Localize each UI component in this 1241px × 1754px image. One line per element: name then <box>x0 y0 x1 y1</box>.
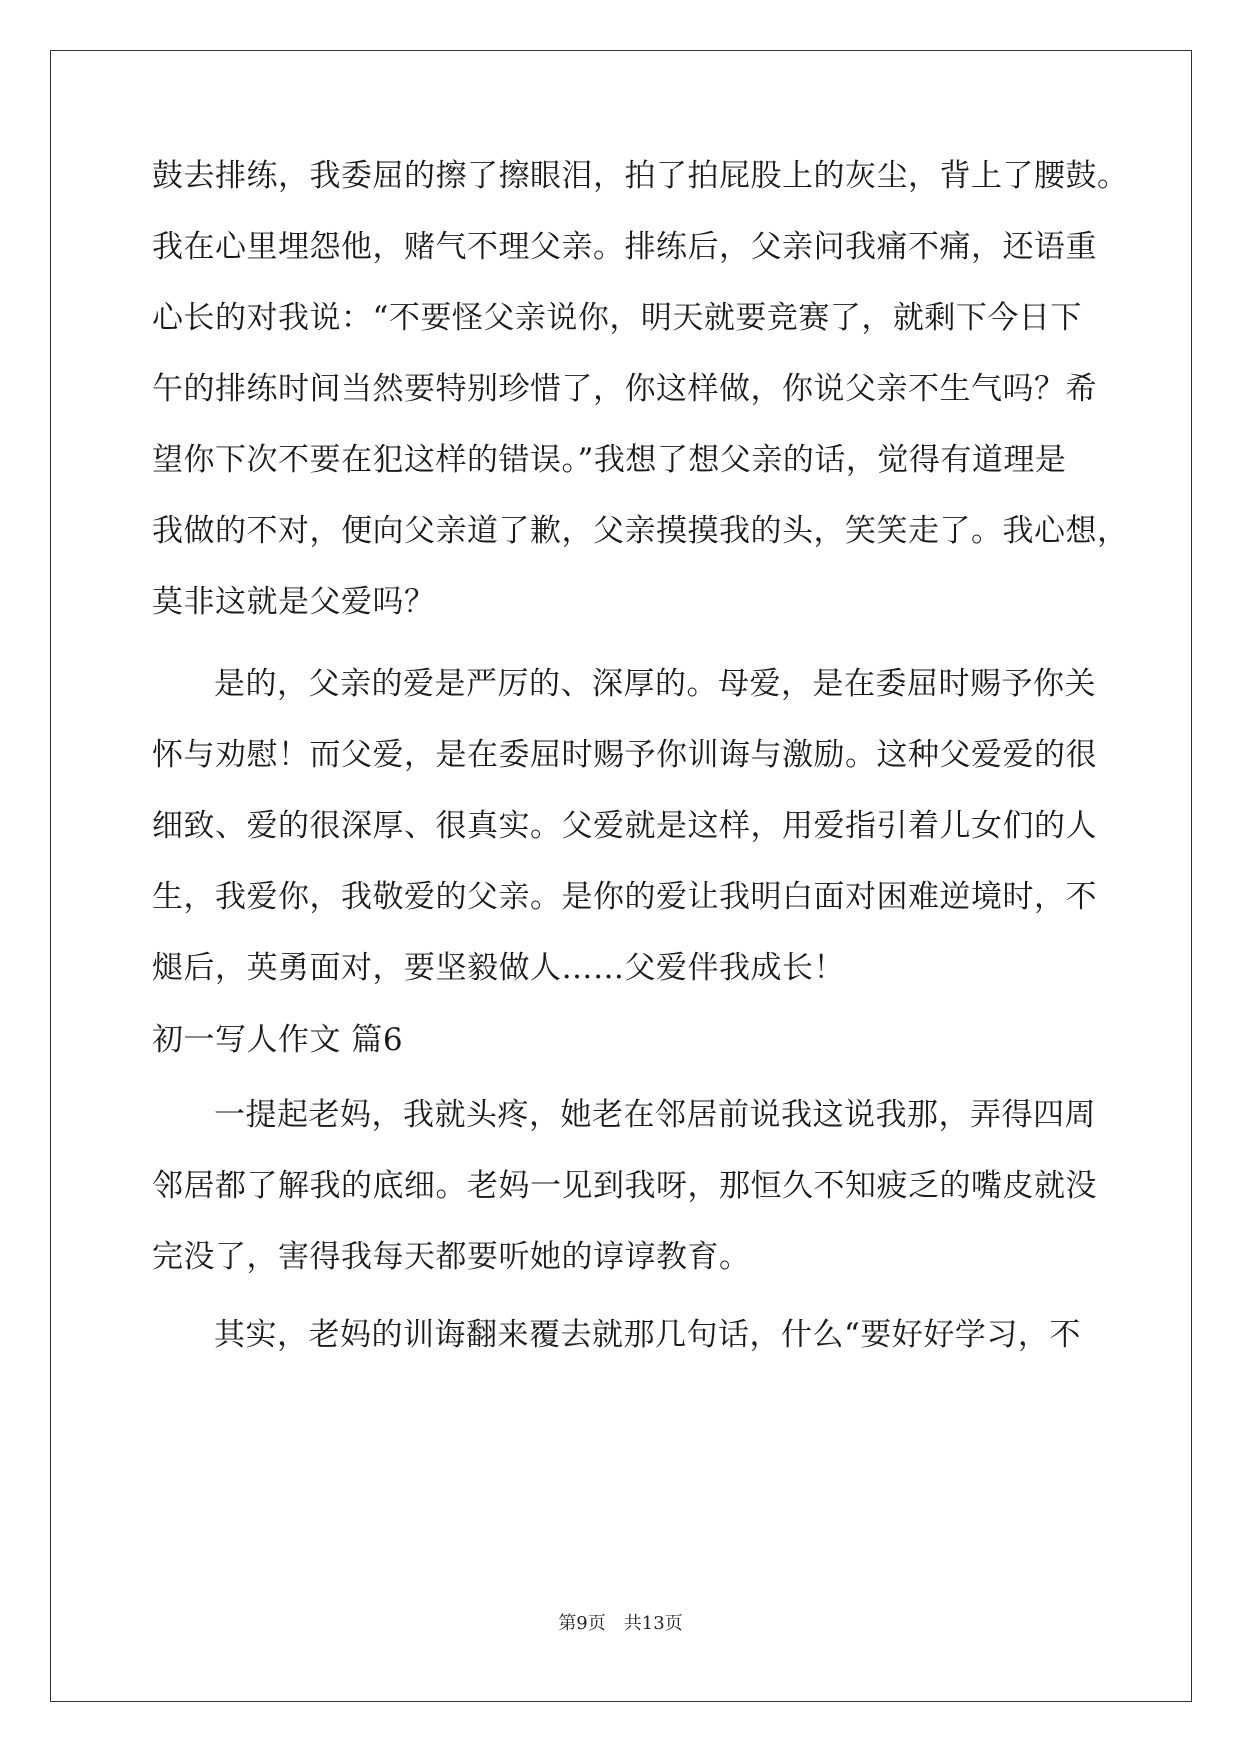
text-line: 午的排练时间当然要特别珍惜了，你这样做，你说父亲不生气吗？希 <box>152 371 1097 407</box>
text-line: 鼓去排练，我委屈的擦了擦眼泪，拍了拍屁股上的灰尘，背上了腰鼓。 <box>152 158 1129 194</box>
text-line: 莫非这就是父爱吗？ <box>152 584 436 620</box>
page-footer <box>0 1612 1241 1636</box>
paragraph-start-line: 是的，父亲的爱是严厉的、深厚的。母爱，是在委屈时赐予你关 <box>214 666 1096 702</box>
text-line: 煺后，英勇面对，要坚毅做人……父爱伴我成长！ <box>152 950 845 986</box>
text-line: 心长的对我说：“不要怪父亲说你，明天就要竞赛了，就剩下今日下 <box>152 300 1082 336</box>
text-line: 完没了，害得我每天都要听她的谆谆教育。 <box>152 1239 751 1275</box>
page-number-total: 共13页 <box>623 1613 683 1634</box>
text-line: 细致、爱的很深厚、很真实。父爱就是这样，用爱指引着儿女们的人 <box>152 808 1097 844</box>
text-line: 怀与劝慰！而父爱，是在委屈时赐予你训诲与激励。这种父爱爱的很 <box>152 737 1097 773</box>
text-line: 我做的不对，便向父亲道了歉，父亲摸摸我的头，笑笑走了。我心想， <box>152 513 1129 549</box>
paragraph-start-line: 一提起老妈，我就头疼，她老在邻居前说我这说我那，弄得四周 <box>214 1097 1096 1133</box>
text-line: 我在心里埋怨他，赌气不理父亲。排练后，父亲问我痛不痛，还语重 <box>152 229 1097 265</box>
paragraph-start-line: 其实，老妈的训诲翻来覆去就那几句话，什么“要好好学习，不 <box>214 1317 1081 1353</box>
section-heading: 初一写人作文 篇6 <box>152 1022 404 1058</box>
page-number-current: 第9页 <box>558 1613 606 1634</box>
text-line: 邻居都了解我的底细。老妈一见到我呀，那恒久不知疲乏的嘴皮就没 <box>152 1168 1097 1204</box>
text-line: 望你下次不要在犯这样的错误。”我想了想父亲的话，觉得有道理是 <box>152 442 1067 478</box>
text-line: 生，我爱你，我敬爱的父亲。是你的爱让我明白面对困难逆境时，不 <box>152 879 1097 915</box>
